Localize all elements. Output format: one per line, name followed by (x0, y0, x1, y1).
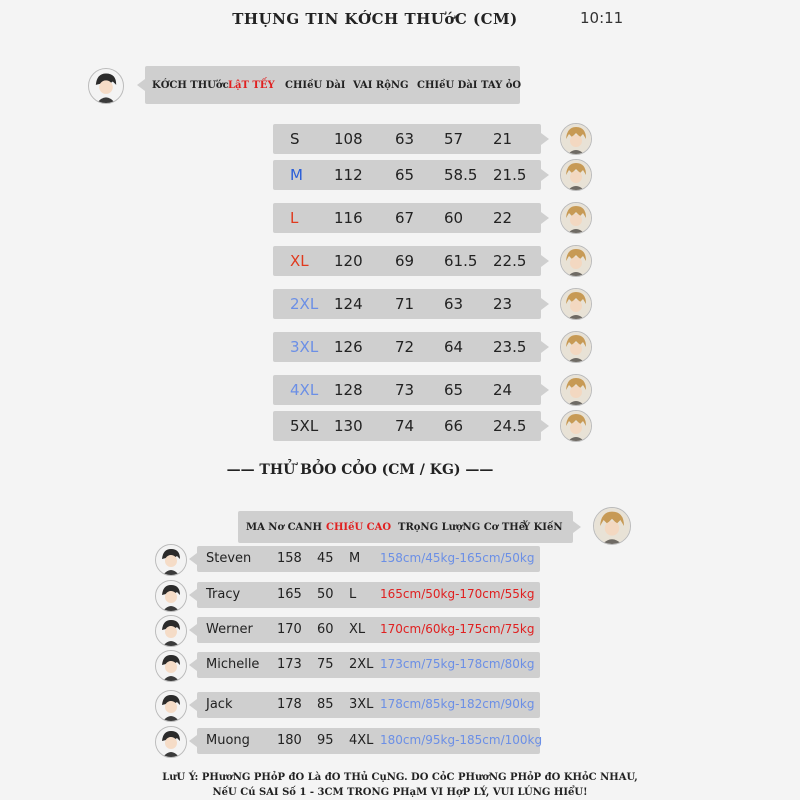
model-height: 178 (277, 697, 302, 712)
model-weight: 60 (317, 622, 334, 637)
header-chest: LậT TẾY (228, 80, 275, 91)
model-height: 158 (277, 551, 302, 566)
sleeve-cell: 21.5 (493, 166, 527, 184)
size-cell: 5XL (290, 417, 319, 435)
size-cell: XL (290, 252, 309, 270)
dark-hair-boy-avatar-icon (155, 580, 187, 612)
model-weight: 45 (317, 551, 334, 566)
sleeve-cell: 24 (493, 381, 513, 399)
chest-cell: 130 (334, 417, 363, 435)
size-row (273, 246, 541, 276)
models-table-header (238, 511, 573, 543)
shoulder-cell: 64 (444, 338, 464, 356)
size-cell: S (290, 130, 300, 148)
shoulder-cell: 65 (444, 381, 464, 399)
model-name: Steven (206, 551, 252, 566)
length-cell: 63 (395, 130, 415, 148)
header-shoulder: VAI RộNG (353, 80, 409, 91)
dark-hair-boy-avatar-icon (155, 726, 187, 758)
dark-hair-boy-avatar-icon (155, 544, 187, 576)
model-recommendation: 178cm/85kg-182cm/90kg (380, 697, 535, 711)
model-size: M (349, 551, 361, 566)
model-weight: 75 (317, 657, 334, 672)
model-size: 2XL (349, 657, 374, 672)
model-name: Werner (206, 622, 253, 637)
blond-boy-avatar-icon (560, 288, 592, 320)
length-cell: 74 (395, 417, 415, 435)
header-size: KỚCH THƯớc (152, 80, 229, 91)
model-recommendation: 165cm/50kg-170cm/55kg (380, 587, 535, 601)
blond-boy-avatar-icon (560, 331, 592, 363)
model-weight: 85 (317, 697, 334, 712)
dark-hair-boy-avatar-icon (155, 615, 187, 647)
blond-boy-avatar-icon (560, 123, 592, 155)
header-length: CHIềU DàI (285, 80, 346, 91)
size-row (273, 411, 541, 441)
footer-note-line1: LưU Ý: PHươNG PHỏP đO Là đO THủ CụNG. DO CỏC PHươNG PHỏP đO KHỏC NHAU, (162, 772, 638, 783)
header-weight: TRọNG LượNG Cơ THể (398, 522, 526, 533)
size-row (273, 332, 541, 362)
size-cell: L (290, 209, 299, 227)
header-height: CHIềU CAO (326, 522, 392, 533)
model-size: L (349, 587, 357, 602)
model-row (197, 582, 540, 608)
size-row (273, 124, 541, 154)
dark-hair-boy-avatar-icon (88, 68, 124, 104)
length-cell: 69 (395, 252, 415, 270)
blond-boy-avatar-icon (560, 374, 592, 406)
blond-boy-avatar-icon (593, 507, 631, 545)
size-row (273, 289, 541, 319)
length-cell: 73 (395, 381, 415, 399)
size-cell: M (290, 166, 303, 184)
length-cell: 65 (395, 166, 415, 184)
shoulder-cell: 66 (444, 417, 464, 435)
sleeve-cell: 22.5 (493, 252, 527, 270)
model-height: 180 (277, 733, 302, 748)
shoulder-cell: 60 (444, 209, 464, 227)
length-cell: 71 (395, 295, 415, 313)
model-row (197, 546, 540, 572)
model-size: 4XL (349, 733, 374, 748)
model-size: XL (349, 622, 366, 637)
sleeve-cell: 23 (493, 295, 513, 313)
chest-cell: 112 (334, 166, 363, 184)
size-row (273, 203, 541, 233)
shoulder-cell: 63 (444, 295, 464, 313)
length-cell: 67 (395, 209, 415, 227)
model-recommendation: 170cm/60kg-175cm/75kg (380, 622, 535, 636)
model-name: Muong (206, 733, 250, 748)
size-cell: 2XL (290, 295, 319, 313)
sleeve-cell: 22 (493, 209, 513, 227)
size-cell: 4XL (290, 381, 319, 399)
models-section-title: —— THỬ BỎO CỎO (CM / KG) —— (226, 462, 494, 478)
header-opinion: Ý KIếN (523, 522, 563, 533)
shoulder-cell: 58.5 (444, 166, 478, 184)
chest-cell: 108 (334, 130, 363, 148)
model-row (197, 617, 540, 643)
model-height: 173 (277, 657, 302, 672)
chest-cell: 128 (334, 381, 363, 399)
model-size: 3XL (349, 697, 374, 712)
blond-boy-avatar-icon (560, 245, 592, 277)
page-title: THỤNG TIN KỚCH THƯớC (CM) (232, 10, 518, 28)
model-name: Jack (206, 697, 233, 712)
model-recommendation: 173cm/75kg-178cm/80kg (380, 657, 535, 671)
size-table-header (145, 66, 520, 104)
model-height: 170 (277, 622, 302, 637)
size-cell: 3XL (290, 338, 319, 356)
footer-note (0, 770, 800, 800)
model-recommendation: 180cm/95kg-185cm/100kg (380, 733, 543, 747)
chest-cell: 116 (334, 209, 363, 227)
model-weight: 95 (317, 733, 334, 748)
model-row (197, 728, 543, 754)
footer-note-line2: NếU Cú SAI Số 1 - 3CM TRONG PHạM VI HợP LÝ, VUI LÚNG HIểU! (212, 787, 588, 798)
blond-boy-avatar-icon (560, 202, 592, 234)
size-row (273, 375, 541, 405)
length-cell: 72 (395, 338, 415, 356)
sleeve-cell: 24.5 (493, 417, 527, 435)
model-weight: 50 (317, 587, 334, 602)
model-recommendation: 158cm/45kg-165cm/50kg (380, 551, 535, 565)
model-name: Tracy (206, 587, 241, 602)
model-row (197, 652, 540, 678)
shoulder-cell: 57 (444, 130, 464, 148)
dark-hair-boy-avatar-icon (155, 650, 187, 682)
model-row (197, 692, 540, 718)
shoulder-cell: 61.5 (444, 252, 478, 270)
header-sleeve: CHIềU DàI TAY ỏO (417, 80, 522, 91)
sleeve-cell: 21 (493, 130, 513, 148)
dark-hair-boy-avatar-icon (155, 690, 187, 722)
header-mannequin: MA Nơ CANH (246, 522, 322, 533)
blond-boy-avatar-icon (560, 159, 592, 191)
status-time: 10:11 (580, 9, 624, 27)
chest-cell: 120 (334, 252, 363, 270)
chest-cell: 124 (334, 295, 363, 313)
model-height: 165 (277, 587, 302, 602)
size-row (273, 160, 541, 190)
model-name: Michelle (206, 657, 260, 672)
sleeve-cell: 23.5 (493, 338, 527, 356)
blond-boy-avatar-icon (560, 410, 592, 442)
chest-cell: 126 (334, 338, 363, 356)
